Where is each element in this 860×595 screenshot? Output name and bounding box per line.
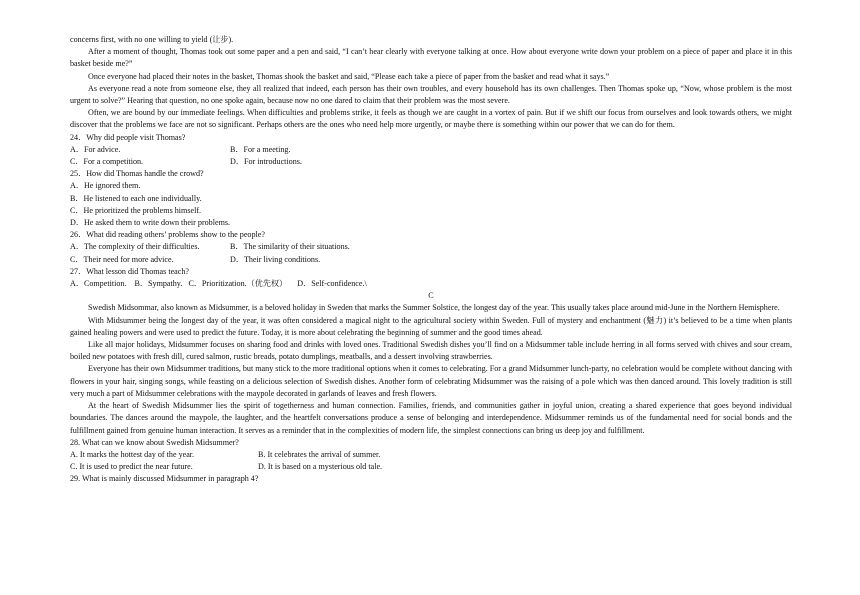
question-24-options-row-1 xyxy=(70,144,792,156)
passage-c-paragraph-1: Swedish Midsommar, also known as Midsummer, is a beloved holiday in Sweden that marks the Summer Solstice, the longest day of the year. This usually takes place around mid-June in the Northern Hemisphere. xyxy=(88,303,780,313)
question-24-stem: 24．Why did people visit Thomas? xyxy=(70,132,186,142)
option-25-c: C．He prioritized the problems himself. xyxy=(70,205,202,215)
passage-c-paragraph-2: With Midsummer being the longest day of the year, it was often considered a magical night to the agricultural society within Sweden. Full of mystery and enchantment (魅力) it’s believed to be a time when plants gained healing powers and were used to predict the future. Today, it is more about celebrating the beginning of summer and the good times ahead. xyxy=(70,315,792,337)
passage-b-paragraph-1: After a moment of thought, Thomas took out some paper and a pen and said, “I can’t hear clearly with everyone talking at once. How about everyone write down your problem on a piece of paper and place it in this basket beside me?” xyxy=(70,47,792,69)
option-26-c: C．Their need for more advice. xyxy=(70,254,174,264)
option-24-d: D．For introductions. xyxy=(230,157,302,167)
option-26-a: A．The complexity of their difficulties. xyxy=(70,242,200,252)
passage-c-paragraph-5: At the heart of Swedish Midsummer lies the spirit of togetherness and human connection. Families, friends, and communities gather in joyful union, creating a shared experience that goes beyond individual boundaries. The dances around the maypole, the laughter, and the heartfelt conversations produce a sense of belonging and interdependence. Midsummer reminds us of the fundamental need for social bonds and the fulfillment gained from genuine human interaction. It serves as a reminder that in the complexities of modern life, the simplest connections can bring us deep joy and fulfillment. xyxy=(70,401,792,435)
option-24-c: C．For a competition. xyxy=(70,157,144,167)
question-25-stem: 25．How did Thomas handle the crowd? xyxy=(70,169,204,179)
question-27-options xyxy=(70,278,792,290)
option-24-b: B．For a meeting. xyxy=(230,144,291,154)
question-24-options-row-2 xyxy=(70,156,792,168)
section-label-c: C xyxy=(428,291,434,301)
option-28-d: D. It is based on a mysterious old tale. xyxy=(258,462,383,472)
option-25-a: A．He ignored them. xyxy=(70,181,141,191)
exam-page xyxy=(70,34,792,486)
question-28-options-row-1 xyxy=(70,449,792,461)
option-27-c: C．Prioritization.（优先权） xyxy=(188,279,288,289)
question-28-options-row-2 xyxy=(70,461,792,473)
passage-b-paragraph-0: concerns first, with no one willing to yield (让步). xyxy=(70,35,234,44)
passage-c-paragraph-3: Like all major holidays, Midsummer focuses on sharing food and drinks with loved ones. Traditional Swedish dishes you’ll find on a Midsummer table include herring in all forms served with chives and sour cream, boiled new potatoes with fresh dill, cured salmon, rustic breads, potato dumplings, meatballs, and a dessert involving strawberries. xyxy=(70,340,792,362)
option-25-d: D．He asked them to write down their problems. xyxy=(70,218,231,228)
option-27-a: A．Competition. xyxy=(70,279,127,289)
question-26-options-row-1 xyxy=(70,241,792,253)
passage-b-paragraph-2: Once everyone had placed their notes in the basket, Thomas shook the basket and said, “Please each take a piece of paper from the basket and read what it says.” xyxy=(88,71,610,81)
passage-b-paragraph-4: Often, we are bound by our immediate feelings. When difficulties and problems strike, it feels as though we are caught in a vortex of pain. But if we shift our focus from ourselves and look towards others, we might discover that the problems we face are not so significant. Perhaps others are the ones who need help more urgently, or maybe there is something within our power that we can do for them. xyxy=(70,108,792,130)
question-29-stem: 29. What is mainly discussed Midsummer in paragraph 4? xyxy=(70,474,259,484)
passage-c-paragraph-4: Everyone has their own Midsummer traditions, but many stick to the more traditional options when it comes to celebrating. For a grand Midsummer lunch-party, no celebration would be complete without dancing with flowers in your hair, singing songs, while feasting on a delicious selection of Swedish dishes. Another form of celebrating Midsummer was the raising of a pole which was then danced around. This lovely tradition is still very much a part of Midsummer celebrations with the maypole decorated in garlands of leaves and fresh flowers. xyxy=(70,364,792,398)
passage-b-paragraph-3: As everyone read a note from someone else, they all realized that indeed, each person has their own troubles, and every household has its own challenges. Then Thomas spoke up, “Now, whose problem is the most urgent to solve?” Hearing that question, no one spoke again, because now no one dared to claim that their problem was the most severe. xyxy=(70,83,792,106)
option-28-a: A. It marks the hottest day of the year. xyxy=(70,449,195,459)
option-26-b: B．The similarity of their situations. xyxy=(230,242,350,252)
question-26-options-row-2 xyxy=(70,254,792,266)
option-27-d: D．Self-confidence.\ xyxy=(297,279,367,289)
option-27-b: B．Sympathy. xyxy=(134,279,183,289)
option-25-b: B．He listened to each one individually. xyxy=(70,193,202,203)
question-26-stem: 26．What did reading others’ problems show to the people? xyxy=(70,230,265,240)
option-26-d: D．Their living conditions. xyxy=(230,254,321,264)
question-28-stem: 28. What can we know about Swedish Midsummer? xyxy=(70,437,239,447)
option-24-a: A．For advice. xyxy=(70,144,121,154)
option-28-c: C. It is used to predict the near future. xyxy=(70,462,193,472)
option-28-b: B. It celebrates the arrival of summer. xyxy=(258,449,381,459)
question-27-stem: 27．What lesson did Thomas teach? xyxy=(70,266,189,276)
